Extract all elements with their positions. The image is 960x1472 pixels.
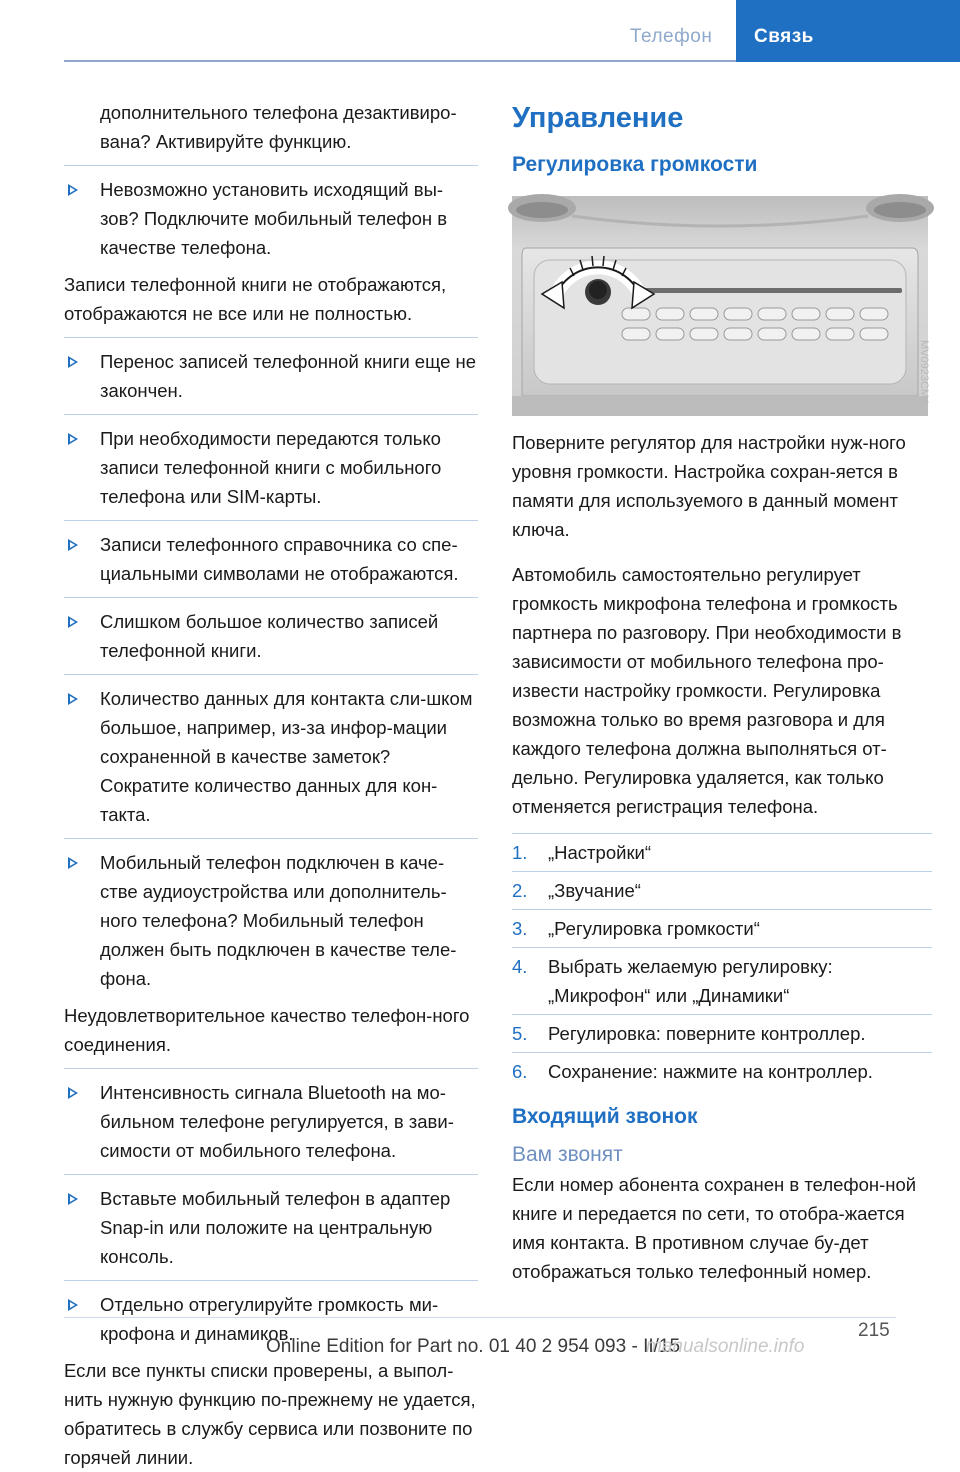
list-item: [64, 1078, 478, 1165]
step-text: „Звучание“: [548, 880, 641, 901]
step-item: [512, 1019, 932, 1048]
divider: [64, 1174, 478, 1175]
triangle-bullet-icon: [68, 857, 78, 869]
step-text: Регулировка: поверните контроллер.: [548, 1023, 866, 1044]
triangle-bullet-icon: [68, 1193, 78, 1205]
header-tab-phone[interactable]: Телефон: [630, 26, 713, 47]
left-column: [64, 98, 478, 1472]
step-text: Сохранение: нажмите на контроллер.: [548, 1061, 873, 1082]
heading-incoming: Входящий звонок: [512, 1105, 698, 1128]
triangle-bullet-icon: [68, 356, 78, 368]
triangle-bullet-icon: [68, 1299, 78, 1311]
divider: [512, 1052, 932, 1053]
divider: [64, 414, 478, 415]
header-tab-connection[interactable]: Связь: [736, 0, 960, 62]
paragraph-incoming: Если номер абонента сохранен в телефон-ной книге и передается по сети, то отобра-жается имя контакта. В противном случае бу-дет отображаться только телефонный номер.: [512, 1174, 917, 1282]
list-item: [64, 1184, 478, 1271]
dashboard-illustration: [512, 196, 928, 416]
right-column: [512, 98, 932, 1286]
list-item-text: При необходимости передаются только записи телефонной книги с мобильного телефона или SIM-карты.: [100, 428, 442, 507]
step-item: [512, 1057, 932, 1086]
list-item: [64, 530, 478, 588]
divider: [64, 597, 478, 598]
divider: [64, 674, 478, 675]
step-text: „Настройки“: [548, 842, 652, 863]
paragraph-quality: Неудовлетворительное качество телефон-ного соединения.: [64, 1005, 470, 1055]
list-item-text: Мобильный телефон подключен в каче-стве аудиоустройства или дополнитель-ного телефона? Мобильный телефон должен быть подключен в качестве теле-фона.: [100, 852, 457, 989]
list-item-text: Слишком большое количество записей телефонной книги.: [100, 611, 439, 661]
divider: [64, 1280, 478, 1281]
list-item-text: Интенсивность сигнала Bluetooth на мо-бильном телефоне регулируется, в зави-симости от мобильного телефона.: [100, 1082, 454, 1161]
triangle-bullet-icon: [68, 184, 78, 196]
step-item: [512, 914, 932, 943]
list-item-text: Отдельно отрегулируйте громкость ми-крофона и динамиков.: [100, 1294, 439, 1344]
list-item: [64, 607, 478, 665]
divider: [64, 165, 478, 166]
step-text: „Регулировка громкости“: [548, 918, 760, 939]
list-item-text: дополнительного телефона дезактивиро-вана? Активируйте функцию.: [100, 102, 457, 152]
list-item-text: Перенос записей телефонной книги еще не закончен.: [100, 351, 477, 401]
divider: [512, 871, 932, 872]
step-number: 1.: [512, 842, 528, 863]
triangle-bullet-icon: [68, 1087, 78, 1099]
step-number: 6.: [512, 1061, 528, 1082]
paragraph-turn: Поверните регулятор для настройки нуж-ного уровня громкости. Настройка сохран-яется в памяти для используемого в данный момент ключа.: [512, 432, 906, 540]
list-item: [64, 424, 478, 511]
header-rule: [64, 60, 736, 62]
image-code: MV0923CMA: [918, 340, 930, 406]
heading-calling: Вам звонят: [512, 1143, 623, 1166]
divider: [512, 947, 932, 948]
divider: [512, 833, 932, 834]
page-number: 215: [858, 1320, 890, 1341]
page-header: [0, 0, 960, 62]
step-number: 3.: [512, 918, 528, 939]
list-item-text: Записи телефонного справочника со спе-циальными символами не отображаются.: [100, 534, 459, 584]
step-text: Выбрать желаемую регулировку: „Микрофон“ или „Динамики“: [548, 956, 833, 1006]
divider: [64, 520, 478, 521]
list-item: [64, 175, 478, 262]
triangle-bullet-icon: [68, 433, 78, 445]
watermark: manualsonline.info: [646, 1336, 805, 1357]
list-item: [64, 684, 478, 829]
divider: [512, 1014, 932, 1015]
divider: [64, 337, 478, 338]
triangle-bullet-icon: [68, 693, 78, 705]
list-item: [64, 848, 478, 993]
list-item-text: Количество данных для контакта сли-шком большое, например, из-за инфор-мации сохраненной в качестве заметок? Сократите количество данных для кон-такта.: [100, 688, 473, 825]
triangle-bullet-icon: [68, 539, 78, 551]
edition-line: Online Edition for Part no. 01 40 2 954 093 - II/15: [266, 1336, 681, 1357]
step-item: [512, 952, 932, 1010]
list-item-continued: [64, 98, 478, 156]
step-item: [512, 876, 932, 905]
divider: [512, 909, 932, 910]
step-item: [512, 838, 932, 867]
step-number: 2.: [512, 880, 528, 901]
footer-rule: [64, 1317, 896, 1318]
paragraph-auto: Автомобиль самостоятельно регулирует громкость микрофона телефона и громкость партнера по разговору. При необходимости в зависимости от мобильного телефона про-извести настройку громкости. Регулировка возможна только во время разговора и для каждого телефона должна выполняться от-дельно. Регулировка удаляется, как только отменяется регистрация телефона.: [512, 564, 902, 817]
list-item-text: Вставьте мобильный телефон в адаптер Snap-in или положите на центральную консоль.: [100, 1188, 451, 1267]
paragraph-final: Если все пункты списки проверены, а выпол-нить нужную функцию по-прежнему не удается, обратитесь в службу сервиса или позвоните по горячей линии.: [64, 1360, 476, 1468]
heading-control: Управление: [512, 102, 684, 134]
volume-knob-photo: [512, 196, 928, 416]
step-number: 4.: [512, 956, 528, 977]
divider: [64, 838, 478, 839]
triangle-bullet-icon: [68, 616, 78, 628]
divider: [64, 1068, 478, 1069]
list-item: [64, 347, 478, 405]
heading-volume: Регулировка громкости: [512, 153, 758, 176]
list-item-text: Невозможно установить исходящий вы-зов? Подключите мобильный телефон в качестве телефона.: [100, 179, 448, 258]
paragraph-phonebook: Записи телефонной книги не отображаются, отображаются не все или не полностью.: [64, 274, 447, 324]
step-number: 5.: [512, 1023, 528, 1044]
